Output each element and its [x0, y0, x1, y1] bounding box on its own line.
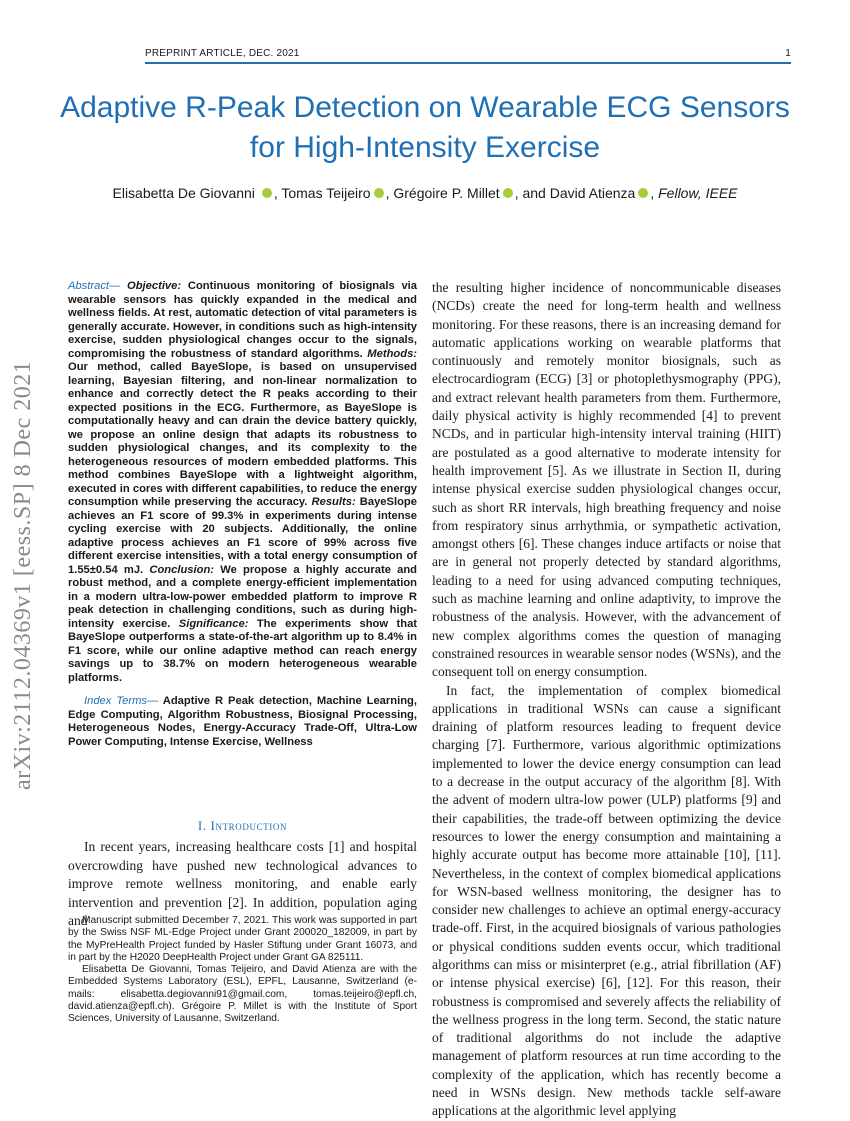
arxiv-watermark: arXiv:2112.04369v1 [eess.SP] 8 Dec 2021: [10, 360, 36, 790]
header-page-number: 1: [785, 48, 791, 59]
orcid-icon[interactable]: [503, 188, 513, 198]
significance-label: Significance:: [178, 617, 249, 630]
objective-text: Continuous monitoring of biosignals via wearable sensors has quickly expanded in the medical and wellness fields. At rest, automatic detection of vital parameters is generally accurate. However, in conditions such as high-intensity exercise, sudden physiological changes occur to the signals, compromising the robustness of standard algorithms.: [68, 280, 417, 360]
section-title: Introduction: [210, 818, 288, 833]
index-terms: [68, 695, 417, 749]
right-column-text: [432, 279, 781, 1121]
body-paragraph-2: In fact, the implementation of complex biomedical applications in traditional WSNs can cause a significant draining of platform resources leading to frequent device charging [7]. Furthermore, various algorithmic optimizations implemented to lower the device energy consumption can lead to a decrease in the output accuracy of the algorithm [8]. With the advent of modern ultra-low power (ULP) platforms [9] and their capabilities, the trade-off between optimizing the device resources to lower the energy consumption and maintaining a highly accurate output has become more attainable [10], [11]. Nevertheless, in the context of complex biomedical applications for WSN-based wellness monitoring, the designer has to consider new challenges to achieve an optimal energy-accuracy trade-off. First, in the acquired biosignals of various pathologies or physical conditions sudden events occur, which traditional algorithms can miss or misinterpret (e.g., atrial fibrillation (AF) or intense physical exercise) [6], [12]. For this reason, their robustness is compromised and severely affects the reliability of the wellness progress in the long term. Second, the static nature of traditional algorithms do not include the adaptive management of platform resources at run time according to the complexity of the application, which has recently become a need in WSNs design. New methods tackle self-aware applications at the algorithmic level applying: [432, 682, 781, 1119]
objective-label: Objective:: [127, 280, 182, 292]
author-2: Tomas Teijeiro: [281, 185, 371, 201]
significance-text: The experiments show that BayeSlope outperforms a state-of-the-art algorithm up to 8.4% in F1 score, while our online adaptive method can reach energy savings up to 38.7% on modern heterogeneous wearable platforms.: [68, 617, 418, 684]
abstract: [68, 280, 417, 749]
section-heading-introduction: [68, 818, 417, 834]
conclusion-label: Conclusion:: [149, 563, 215, 576]
paper-title: Adaptive R-Peak Detection on Wearable ECG Sensors for High-Intensity Exercise: [60, 91, 790, 164]
body-paragraph-1: the resulting higher incidence of noncommunicable diseases (NCDs) create the need for long-term health and wellness monitoring. For these reasons, there is an increasing demand for automatic applications working on wearable platforms that continuously and remotely monitor biosignals, such as electrocardiogram (ECG) [3] or photoplethysmography (PPG), and extract relevant health parameters from them. Furthermore, daily physical activity is highly recommended [4] to prevent NCDs, and in particular high-intensity interval training (HIIT) are postulated as a good alternative to moderate intensity for health improvement [5]. As we illustrate in Section II, during intense physical exercise sudden physiological changes occur, such as short RR intervals, high breathing frequency and noise from respiratory sinus arrhythmia, or sympathetic activation, amongst others [6]. These changes induce artifacts or noise that are in general not properly detected by standard algorithms, leading to a need for using advanced computing techniques, such as machine learning and online adaptivity, to improve the robustness of the analysis. However, with the advancement of new complex algorithms comes the question of managing constrained resources in wearable sensor nodes (WSNs), and the consequent toll on energy consumption.: [432, 280, 782, 680]
author-fellow-title: Fellow, IEEE: [658, 185, 738, 201]
footnotes: [68, 915, 417, 1026]
footnote-funding: Manuscript submitted December 7, 2021. This work was supported in part by the Swiss NSF ML-Edge Project under Grant 200020_182009, in part by the MyPreHealth Project funded by Hasler Stiftung under Grant 16073, and in part by the H2020 DeepHealth Project under Grant GA 825111.: [68, 915, 417, 963]
author-line: Elisabetta De Giovanni , Tomas Teijeiro , Grégoire P. Millet , and David Atienza , Fellow, IEEE: [112, 185, 738, 201]
methods-label: Methods:: [367, 347, 418, 360]
footnote-affiliations: Elisabetta De Giovanni, Tomas Teijeiro, and David Atienza are with the Embedded Systems Laboratory (ESL), EPFL, Lausanne, Switzerland (e-mails: elisabetta.degiovanni91@gmail.com, tomas.teijeiro@epfl.ch, david.atienza@epfl.ch). Grégoire P. Millet is with the Institute of Sport Sciences, University of Lausanne, Switzerland.: [68, 964, 417, 1025]
author-4: and David Atienza: [522, 185, 636, 201]
orcid-icon[interactable]: [374, 188, 384, 198]
orcid-icon[interactable]: [638, 188, 648, 198]
orcid-icon[interactable]: [262, 188, 272, 198]
results-label: Results:: [311, 496, 356, 508]
section-number: I.: [197, 818, 207, 833]
header-journal: PREPRINT ARTICLE, DEC. 2021: [145, 48, 300, 59]
conclusion-text: We propose a highly accurate and robust method, and a complete energy-efficient implementation in a modern ultra-low-power embedded platform to improve R peak detection in challenging conditions, such as during high-intensity exercise.: [68, 563, 418, 630]
abstract-label: Abstract—: [68, 280, 121, 292]
methods-text: Our method, called BayeSlope, is based on unsupervised learning, Bayesian filtering, and non-linear normalization to enhance and correctly detect the R peaks according to their expected positions in the ECG. Furthermore, as BayeSlope is computationally heavy and can drain the device battery quickly, we propose an online design that adapts its robustness to sudden physiological changes, and its complexity to the heterogeneous resources of modern embedded platforms. This method combines BayeSlope with a lightweight algorithm, executed in cores with different capabilities, to reduce the energy consumption while preserving the accuracy.: [68, 361, 417, 508]
author-3: Grégoire P. Millet: [393, 185, 500, 201]
running-header: [145, 48, 791, 64]
author-1: Elisabetta De Giovanni: [112, 185, 255, 201]
index-terms-text: Adaptive R Peak detection, Machine Learning, Edge Computing, Algorithm Robustness, Biosignal Processing, Heterogeneous Nodes, Energy-Accuracy Trade-Off, Ultra-Low Power Computing, Intense Exercise, Wellness: [68, 695, 417, 748]
intro-text: In recent years, increasing healthcare costs [1] and hospital overcrowding have pushed new technological advances to improve remote wellness monitoring, and enable early intervention and prevention [2]. In addition, population aging and: [68, 839, 417, 928]
results-text: BayeSlope achieves an F1 score of 99.3% in experiments during intense cycling exercise with 20 subjects. Additionally, the online adaptive process achieves an F1 score of 99% across five different exercise intensities, with a total energy consumption of 1.55±0.54 mJ.: [68, 496, 417, 576]
index-terms-label: Index Terms—: [84, 695, 159, 707]
